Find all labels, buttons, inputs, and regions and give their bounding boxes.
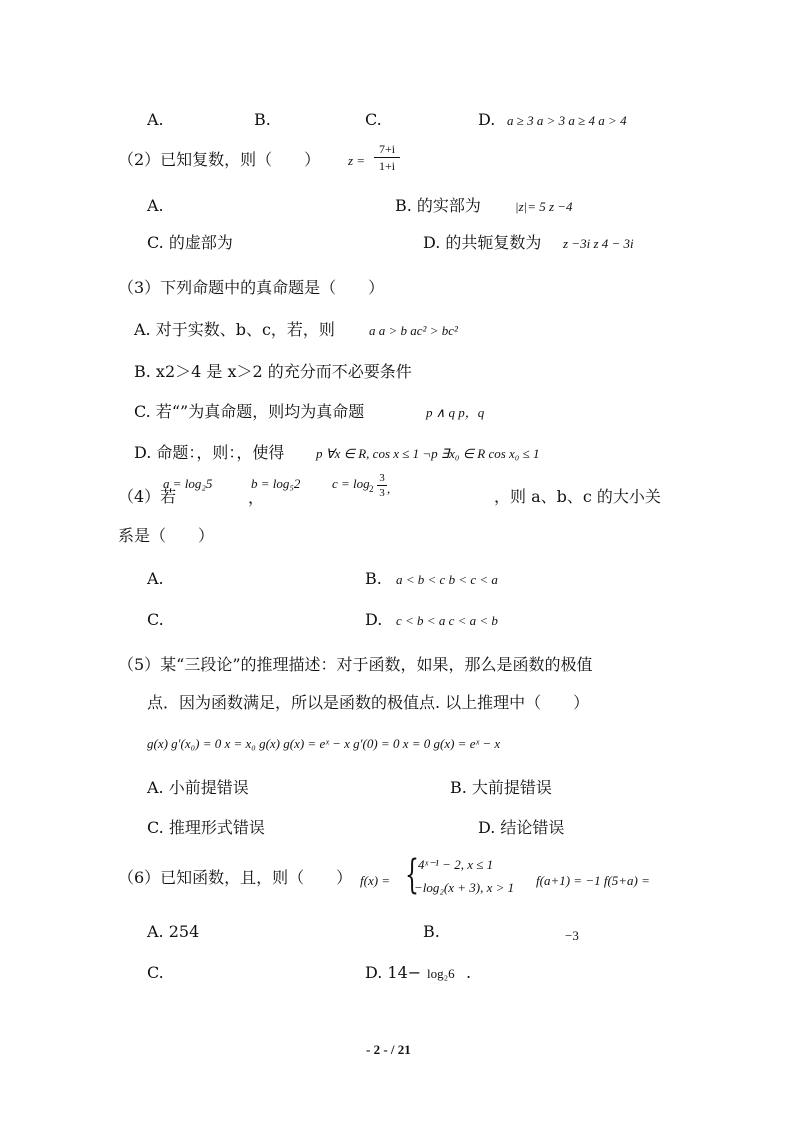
q4-c-denominator: 3: [379, 487, 385, 499]
q6-tail-math: f(a+1) = −1 f(5+a) =: [536, 873, 650, 888]
q4-stem-start: （4）若: [118, 487, 177, 506]
q6-option-a: A. 254: [147, 922, 200, 941]
q5-stem-line2: 点．因为函数满足，所以是函数的极值点. 以上推理中（ ）: [147, 693, 590, 712]
q2-option-c: C. 的虚部为: [147, 233, 233, 252]
q2-z-fraction: [374, 142, 400, 173]
q6-stem: （6）已知函数，且，则（ ）: [118, 868, 353, 887]
q4-c-comma: ,: [387, 481, 391, 496]
q2-option-d-math: z −3i z 4 − 3i: [563, 236, 634, 251]
q4-option-a: A.: [147, 569, 164, 588]
q4-option-b: B.: [365, 569, 382, 588]
q6-option-d-math: log₂6: [427, 966, 455, 981]
q3-option-a-math: a a > b ac² > bc²: [369, 323, 458, 338]
q4-a-definition: a = log₂5: [163, 476, 213, 491]
q1-option-c: C.: [365, 110, 382, 129]
q4-b-definition: b = log₅2: [251, 476, 301, 491]
q2-stem: （2）已知复数，则（ ）: [118, 150, 321, 169]
q5-option-d: D. 结论错误: [478, 818, 565, 837]
q6-option-c: C.: [147, 963, 164, 982]
q2-option-d: D. 的共轭复数为: [423, 233, 542, 252]
q5-option-c: C. 推理形式错误: [147, 818, 265, 837]
q4-stem-continued: 系是（ ）: [118, 526, 215, 545]
q3-option-d-math: p ∀x ∈ R, cos x ≤ 1 ¬p ∃x₀ ∈ R cos x₀ ≤ 1: [316, 446, 540, 461]
q4-c-log-base: 2: [369, 484, 374, 494]
q6-option-d-end: .: [466, 963, 472, 982]
page-number: - 2 - / 21: [366, 1042, 411, 1057]
q6-case-2: −log₂(x + 3), x > 1: [414, 880, 515, 895]
q1-option-b: B.: [254, 110, 271, 129]
q3-stem: （3）下列命题中的真命题是（ ）: [118, 278, 385, 297]
q4-option-d: D.: [365, 610, 383, 629]
q6-option-b: B.: [423, 922, 440, 941]
q5-math: g(x) g′(x₀) = 0 x = x₀ g(x) g(x) = eˣ − x g′(0) = 0 x = 0 g(x) = eˣ − x: [147, 736, 501, 751]
q4-option-c: C.: [147, 610, 164, 629]
q2-option-b-math: |z|= 5 z −4: [515, 199, 573, 214]
q3-option-a: A. 对于实数、b、c，若，则: [134, 320, 335, 339]
q6-option-d: D. 14−: [365, 963, 422, 982]
q4-option-d-math: c < b < a c < a < b: [396, 613, 498, 628]
q3-option-c-math: p ∧ q p，q: [426, 405, 485, 420]
q6-f-lhs: f(x) =: [360, 873, 391, 888]
q3-option-d: D. 命题：，则：，使得: [134, 443, 285, 462]
q1-option-a: A.: [147, 110, 164, 129]
q4-c-fraction: [377, 472, 387, 499]
piecewise-brace: {: [405, 852, 419, 898]
q4-option-b-math: a < b < c b < c < a: [396, 572, 498, 587]
q4-c-lhs: c = log: [332, 476, 370, 491]
q3-option-b: B. x2＞4 是 x＞2 的充分而不必要条件: [134, 362, 412, 381]
q1-math: a ≥ 3 a > 3 a ≥ 4 a > 4: [507, 113, 627, 128]
q2-option-b: B. 的实部为: [395, 196, 481, 215]
q2-option-a: A.: [147, 196, 164, 215]
q2-z-numerator: 7+i: [378, 142, 396, 156]
fraction-bar: [374, 157, 400, 158]
q4-comma: ，: [248, 488, 265, 507]
fraction-bar: [377, 485, 387, 486]
q2-z-denominator: 1+i: [378, 159, 396, 173]
q5-option-b: B. 大前提错误: [450, 778, 552, 797]
q5-stem-line1: （5）某“三段论”的推理描述：对于函数，如果，那么是函数的极值: [118, 655, 593, 674]
q6-case-1: 4ˣ⁻¹ − 2, x ≤ 1: [418, 857, 494, 872]
q4-c-numerator: 3: [379, 472, 385, 484]
q4-stem-end: ，则 a、b、c 的大小关: [494, 487, 661, 506]
q6-option-b-math: −3: [565, 928, 579, 943]
q3-option-c: C. 若“”为真命题，则均为真命题: [134, 402, 365, 421]
q2-z-lhs: z =: [348, 153, 366, 168]
q5-option-a: A. 小前提错误: [147, 778, 249, 797]
q1-option-d: D.: [478, 110, 496, 129]
